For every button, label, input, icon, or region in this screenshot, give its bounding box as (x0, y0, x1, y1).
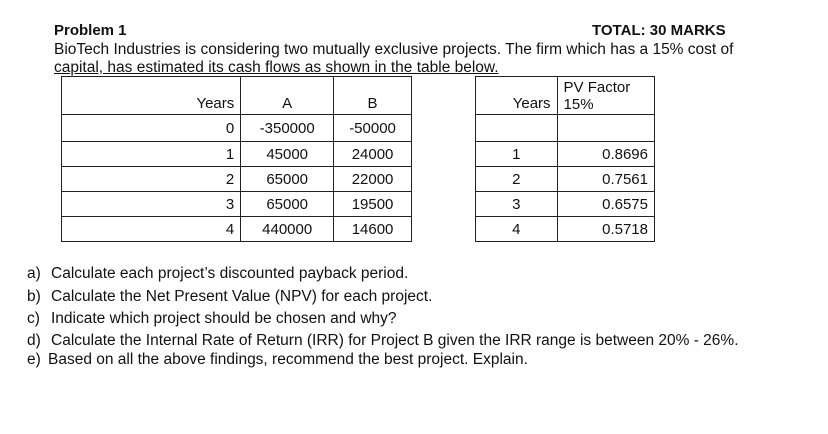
pv-rate-label: 15% (563, 95, 594, 113)
project-b-cell: -50000 (334, 115, 412, 142)
question-label: b) (27, 288, 41, 305)
project-a-cell: 65000 (241, 167, 334, 192)
table-row (476, 167, 655, 192)
table-row (476, 192, 655, 217)
question-b (27, 288, 432, 306)
pv-factor-cell: 0.8696 (557, 142, 654, 167)
project-a-cell: -350000 (241, 115, 334, 142)
project-a-cell: 440000 (241, 217, 334, 242)
table-row (62, 142, 412, 167)
pv-factor-cell: 0.5718 (557, 217, 654, 242)
col-header-pv-factor (557, 77, 654, 115)
intro-line-1: BioTech Industries is considering two mutually exclusive projects. The firm which has a 15% cost of (54, 41, 734, 58)
question-text: Calculate each project’s discounted payback period. (51, 265, 409, 282)
question-text: Calculate the Net Present Value (NPV) for each project. (51, 288, 433, 305)
table-row (476, 115, 655, 142)
project-b-cell: 22000 (334, 167, 412, 192)
project-b-cell: 19500 (334, 192, 412, 217)
question-d (27, 332, 739, 350)
pv-factor-cell: 0.7561 (557, 167, 654, 192)
year-cell: 2 (476, 167, 558, 192)
table-row (62, 217, 412, 242)
year-cell: 4 (62, 217, 241, 242)
col-header-years: Years (62, 77, 241, 115)
table-row (476, 142, 655, 167)
cashflow-header-row (62, 77, 412, 115)
question-label: d) (27, 332, 41, 349)
cashflow-table (61, 76, 412, 242)
pv-factor-table (475, 76, 655, 242)
year-cell: 1 (62, 142, 241, 167)
pv-factor-cell: 0.6575 (557, 192, 654, 217)
col-header-b: B (334, 77, 412, 115)
project-a-cell: 45000 (241, 142, 334, 167)
year-cell: 1 (476, 142, 558, 167)
year-cell: 2 (62, 167, 241, 192)
project-a-cell: 65000 (241, 192, 334, 217)
table-row (62, 192, 412, 217)
project-b-cell: 14600 (334, 217, 412, 242)
table-row (62, 167, 412, 192)
pv-header-row (476, 77, 655, 115)
question-text: Based on all the above findings, recommend the best project. Explain. (48, 351, 528, 368)
intro-line-2: capital, has estimated its cash flows as shown in the table below. (54, 59, 499, 76)
question-text: Calculate the Internal Rate of Return (IRR) for Project B given the IRR range is between 20% - 26%. (51, 332, 739, 349)
question-a (27, 265, 408, 283)
question-e (27, 351, 528, 369)
question-c (27, 310, 397, 328)
year-cell: 3 (62, 192, 241, 217)
project-b-cell: 24000 (334, 142, 412, 167)
problem-title: Problem 1 (54, 22, 127, 39)
year-cell: 4 (476, 217, 558, 242)
pv-factor-cell (557, 115, 654, 142)
question-label: a) (27, 265, 41, 282)
question-label: c) (27, 310, 40, 327)
year-cell: 0 (62, 115, 241, 142)
pv-factor-label: PV Factor (563, 78, 631, 96)
year-cell (476, 115, 558, 142)
col-header-years: Years (476, 77, 558, 115)
table-row (476, 217, 655, 242)
question-label: e) (27, 351, 41, 368)
year-cell: 3 (476, 192, 558, 217)
col-header-a: A (241, 77, 334, 115)
table-row (62, 115, 412, 142)
question-text: Indicate which project should be chosen and why? (51, 310, 397, 327)
total-marks: TOTAL: 30 MARKS (592, 22, 726, 39)
